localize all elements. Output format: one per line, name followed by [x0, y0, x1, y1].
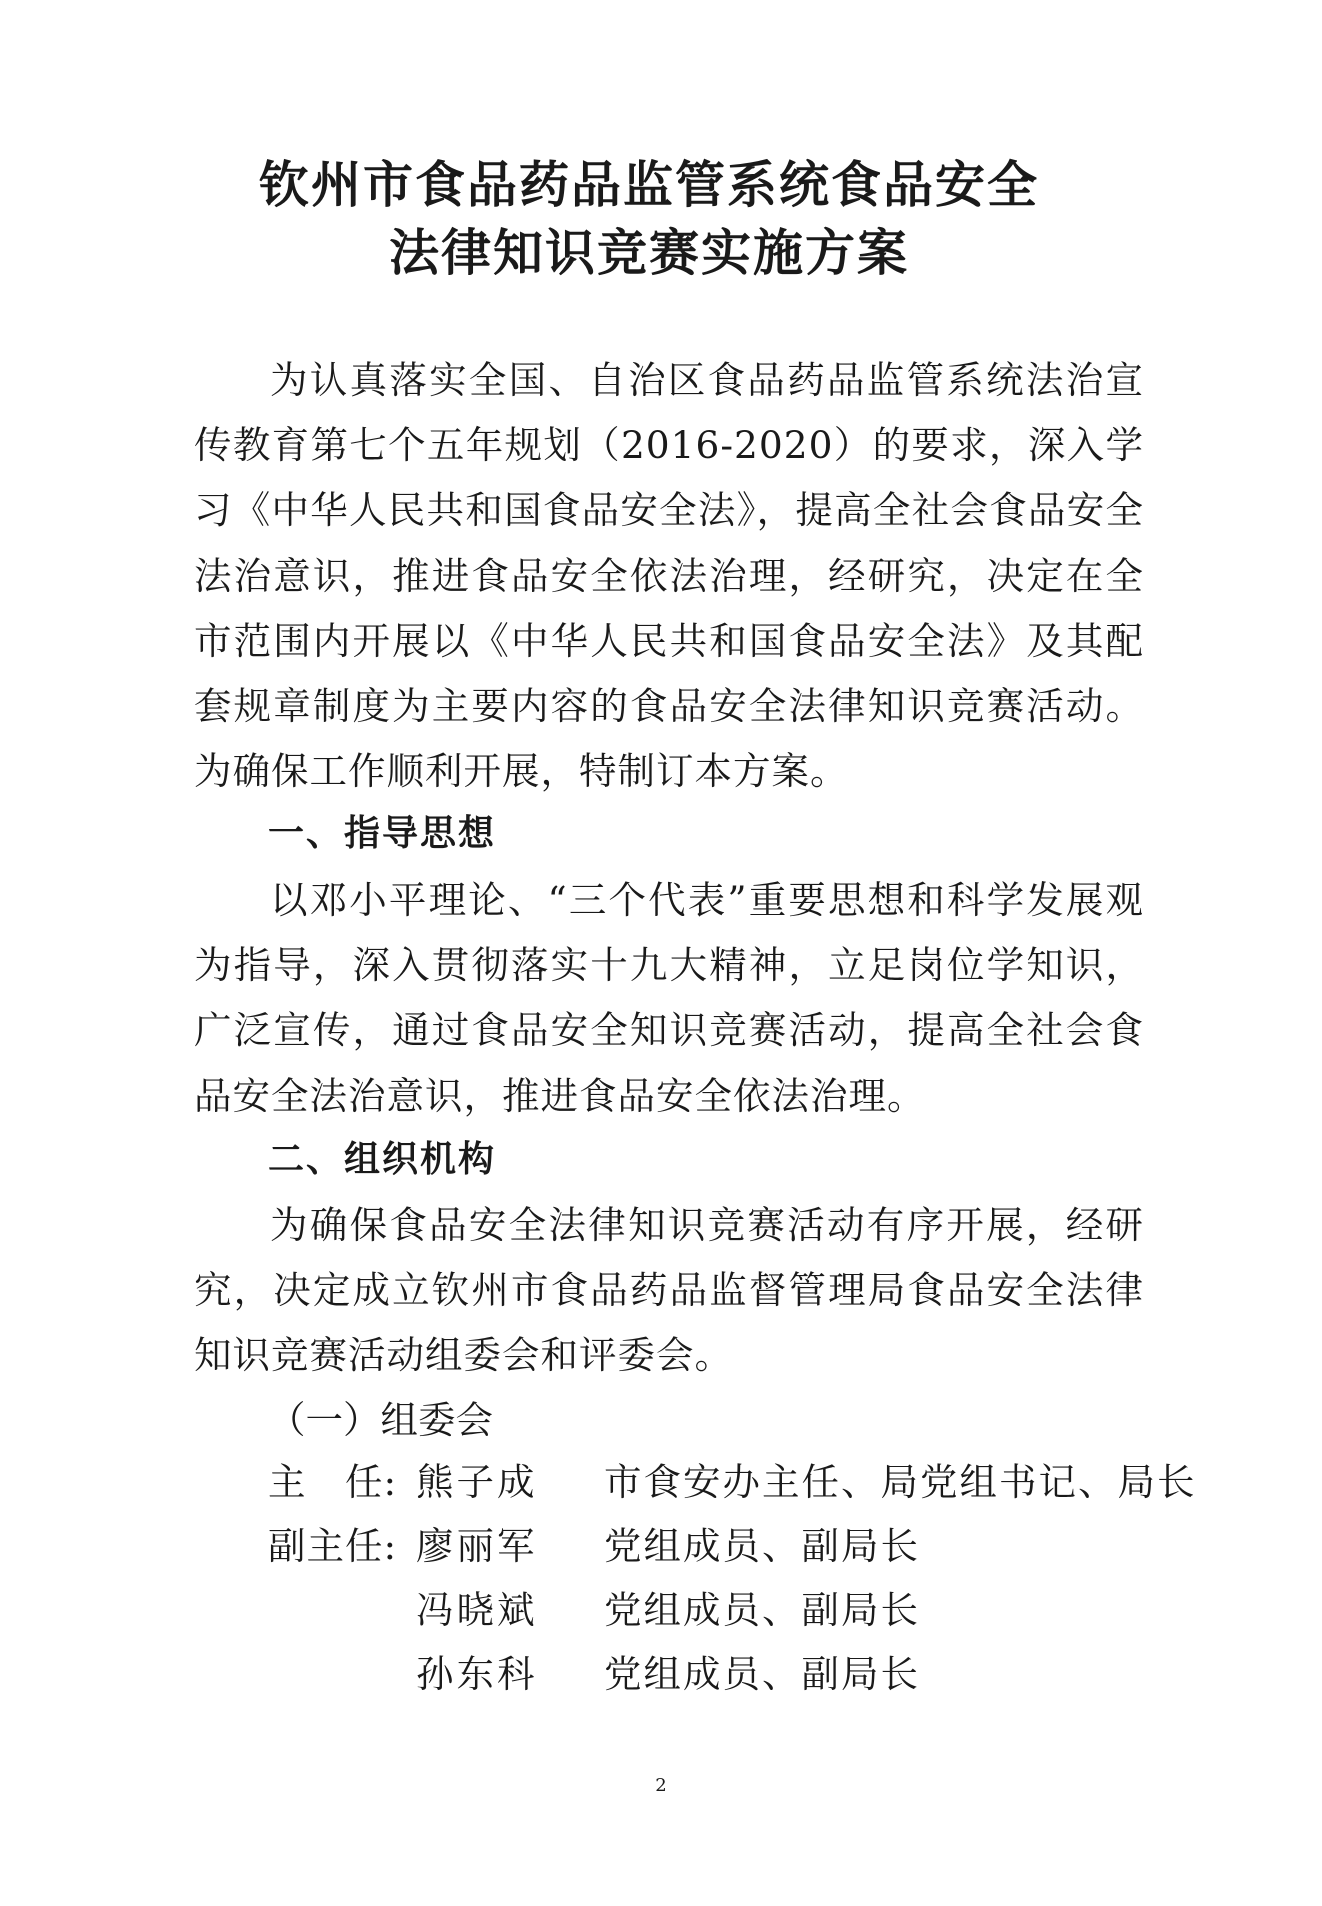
member-role: 副主任:	[268, 1524, 398, 1568]
document-title-line-1: 钦州市食品药品监管系统食品安全	[259, 155, 1039, 214]
member-role: 主 任:	[268, 1460, 398, 1504]
guiding-ideology-paragraph: 以邓小平理论、“三个代表”重要思想和科学发展观为指导，深入贯彻落实十九大精神，立足岗位学知识，广泛宣传，通过食品安全知识竞赛活动，提高全社会食品安全法治意识，推进食品安全依法治理。	[194, 878, 1144, 1118]
member-name: 冯晓斌	[416, 1588, 538, 1632]
member-position: 党组成员、副局长	[604, 1524, 920, 1568]
member-name: 孙东科	[416, 1652, 538, 1696]
section-heading-organization: 二、组织机构	[268, 1139, 497, 1180]
member-position: 市食安办主任、局党组书记、局长	[604, 1460, 1197, 1504]
document-title-line-2: 法律知识竞赛实施方案	[389, 223, 909, 282]
member-position: 党组成员、副局长	[604, 1588, 920, 1632]
organizing-committee-heading: （一）组委会	[268, 1398, 493, 1442]
page-number: 2	[655, 1775, 667, 1796]
member-position: 党组成员、副局长	[604, 1652, 920, 1696]
intro-paragraph: 为认真落实全国、自治区食品药品监管系统法治宣传教育第七个五年规划（2016-2020）的要求，深入学习《中华人民共和国食品安全法》，提高全社会食品安全法治意识，推进食品安全依法治理，经研究，决定在全市范围内开展以《中华人民共和国食品安全法》及其配套规章制度为主要内容的食品安全法律知识竞赛活动。为确保工作顺利开展，特制订本方案。	[194, 358, 1144, 794]
member-name: 熊子成	[416, 1460, 538, 1504]
organization-paragraph: 为确保食品安全法律知识竞赛活动有序开展，经研究，决定成立钦州市食品药品监督管理局食品安全法律知识竞赛活动组委会和评委会。	[194, 1203, 1144, 1378]
section-heading-guiding-ideology: 一、指导思想	[268, 813, 497, 854]
member-name: 廖丽军	[416, 1524, 538, 1568]
